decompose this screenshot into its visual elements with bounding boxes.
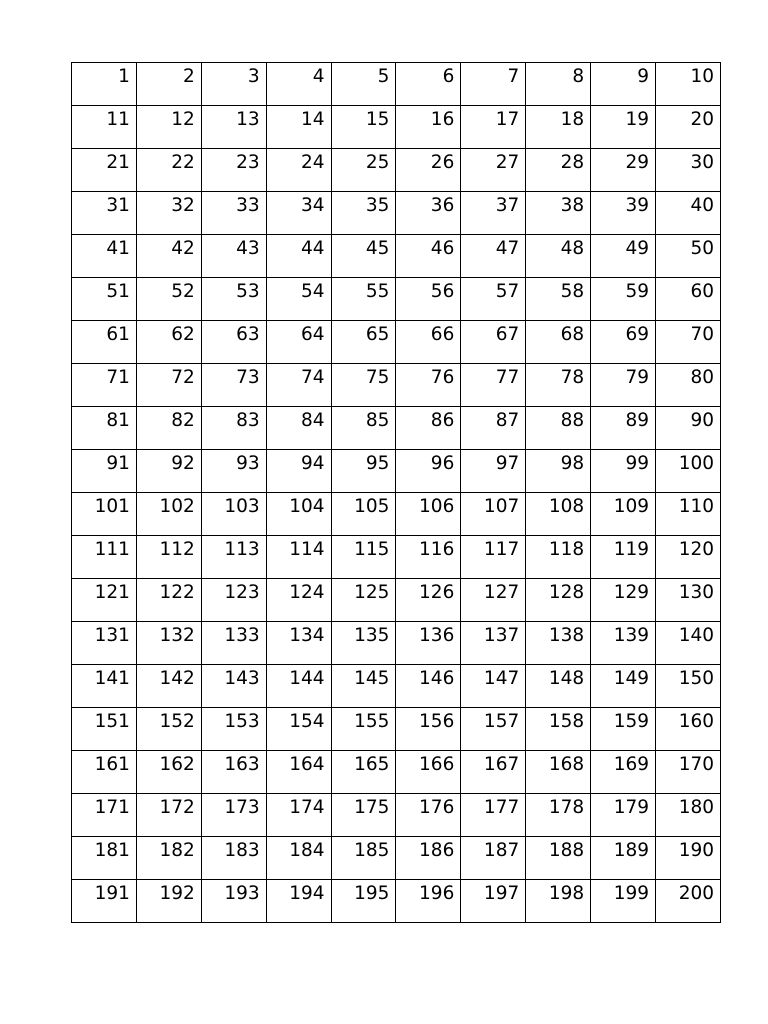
number-cell: 10 [656, 63, 721, 106]
number-cell: 81 [72, 407, 137, 450]
number-cell: 136 [396, 622, 461, 665]
table-row [72, 278, 721, 321]
number-cell: 119 [591, 536, 656, 579]
number-cell: 32 [136, 192, 201, 235]
number-cell: 86 [396, 407, 461, 450]
number-cell: 58 [526, 278, 591, 321]
table-row [72, 450, 721, 493]
number-cell: 189 [591, 837, 656, 880]
number-cell: 30 [656, 149, 721, 192]
number-cell: 154 [266, 708, 331, 751]
number-cell: 88 [526, 407, 591, 450]
number-cell: 198 [526, 880, 591, 923]
table-row [72, 708, 721, 751]
number-cell: 177 [461, 794, 526, 837]
number-cell: 145 [331, 665, 396, 708]
number-cell: 139 [591, 622, 656, 665]
number-cell: 121 [72, 579, 137, 622]
number-cell: 70 [656, 321, 721, 364]
number-cell: 158 [526, 708, 591, 751]
number-cell: 150 [656, 665, 721, 708]
number-cell: 79 [591, 364, 656, 407]
number-cell: 46 [396, 235, 461, 278]
number-cell: 72 [136, 364, 201, 407]
table-row [72, 63, 721, 106]
number-cell: 50 [656, 235, 721, 278]
table-row [72, 794, 721, 837]
number-cell: 47 [461, 235, 526, 278]
number-cell: 96 [396, 450, 461, 493]
number-cell: 2 [136, 63, 201, 106]
number-cell: 22 [136, 149, 201, 192]
number-cell: 125 [331, 579, 396, 622]
number-cell: 56 [396, 278, 461, 321]
number-cell: 161 [72, 751, 137, 794]
number-cell: 28 [526, 149, 591, 192]
number-cell: 83 [201, 407, 266, 450]
number-cell: 165 [331, 751, 396, 794]
number-cell: 65 [331, 321, 396, 364]
number-cell: 21 [72, 149, 137, 192]
number-cell: 196 [396, 880, 461, 923]
number-cell: 37 [461, 192, 526, 235]
number-cell: 132 [136, 622, 201, 665]
number-cell: 85 [331, 407, 396, 450]
number-cell: 33 [201, 192, 266, 235]
number-cell: 55 [331, 278, 396, 321]
number-cell: 102 [136, 493, 201, 536]
number-cell: 15 [331, 106, 396, 149]
number-cell: 199 [591, 880, 656, 923]
number-cell: 140 [656, 622, 721, 665]
table-row [72, 536, 721, 579]
number-cell: 16 [396, 106, 461, 149]
number-cell: 113 [201, 536, 266, 579]
number-cell: 141 [72, 665, 137, 708]
number-cell: 67 [461, 321, 526, 364]
number-cell: 200 [656, 880, 721, 923]
number-cell: 103 [201, 493, 266, 536]
number-cell: 35 [331, 192, 396, 235]
number-cell: 94 [266, 450, 331, 493]
number-cell: 90 [656, 407, 721, 450]
number-cell: 142 [136, 665, 201, 708]
number-cell: 73 [201, 364, 266, 407]
number-cell: 57 [461, 278, 526, 321]
table-row [72, 235, 721, 278]
number-cell: 134 [266, 622, 331, 665]
table-row [72, 106, 721, 149]
number-cell: 14 [266, 106, 331, 149]
number-cell: 13 [201, 106, 266, 149]
number-cell: 178 [526, 794, 591, 837]
number-cell: 164 [266, 751, 331, 794]
number-cell: 111 [72, 536, 137, 579]
number-cell: 76 [396, 364, 461, 407]
number-cell: 130 [656, 579, 721, 622]
number-cell: 31 [72, 192, 137, 235]
number-cell: 40 [656, 192, 721, 235]
number-cell: 183 [201, 837, 266, 880]
number-cell: 122 [136, 579, 201, 622]
number-cell: 11 [72, 106, 137, 149]
table-row [72, 579, 721, 622]
number-cell: 18 [526, 106, 591, 149]
table-row [72, 192, 721, 235]
number-cell: 190 [656, 837, 721, 880]
number-cell: 97 [461, 450, 526, 493]
number-cell: 54 [266, 278, 331, 321]
number-cell: 9 [591, 63, 656, 106]
number-cell: 68 [526, 321, 591, 364]
number-cell: 117 [461, 536, 526, 579]
number-cell: 44 [266, 235, 331, 278]
number-cell: 51 [72, 278, 137, 321]
number-cell: 170 [656, 751, 721, 794]
number-cell: 89 [591, 407, 656, 450]
number-cell: 120 [656, 536, 721, 579]
number-cell: 26 [396, 149, 461, 192]
table-row [72, 751, 721, 794]
number-cell: 41 [72, 235, 137, 278]
number-cell: 48 [526, 235, 591, 278]
number-cell: 194 [266, 880, 331, 923]
number-cell: 4 [266, 63, 331, 106]
number-cell: 174 [266, 794, 331, 837]
number-cell: 77 [461, 364, 526, 407]
number-cell: 188 [526, 837, 591, 880]
number-cell: 6 [396, 63, 461, 106]
table-row [72, 149, 721, 192]
number-cell: 3 [201, 63, 266, 106]
number-cell: 179 [591, 794, 656, 837]
number-cell: 162 [136, 751, 201, 794]
number-cell: 108 [526, 493, 591, 536]
table-row [72, 493, 721, 536]
number-cell: 106 [396, 493, 461, 536]
number-cell: 156 [396, 708, 461, 751]
number-cell: 128 [526, 579, 591, 622]
number-cell: 159 [591, 708, 656, 751]
number-cell: 180 [656, 794, 721, 837]
number-cell: 143 [201, 665, 266, 708]
number-chart-page [71, 62, 721, 923]
number-cell: 167 [461, 751, 526, 794]
number-cell: 63 [201, 321, 266, 364]
number-cell: 115 [331, 536, 396, 579]
number-cell: 109 [591, 493, 656, 536]
number-cell: 131 [72, 622, 137, 665]
number-cell: 20 [656, 106, 721, 149]
number-cell: 25 [331, 149, 396, 192]
number-cell: 62 [136, 321, 201, 364]
number-cell: 27 [461, 149, 526, 192]
number-cell: 186 [396, 837, 461, 880]
number-cell: 23 [201, 149, 266, 192]
number-cell: 169 [591, 751, 656, 794]
number-cell: 127 [461, 579, 526, 622]
number-cell: 80 [656, 364, 721, 407]
number-cell: 175 [331, 794, 396, 837]
number-cell: 163 [201, 751, 266, 794]
table-row [72, 407, 721, 450]
table-row [72, 622, 721, 665]
number-cell: 137 [461, 622, 526, 665]
number-cell: 192 [136, 880, 201, 923]
number-cell: 74 [266, 364, 331, 407]
number-cell: 8 [526, 63, 591, 106]
number-cell: 112 [136, 536, 201, 579]
number-cell: 155 [331, 708, 396, 751]
number-cell: 144 [266, 665, 331, 708]
number-cell: 172 [136, 794, 201, 837]
number-cell: 60 [656, 278, 721, 321]
number-cell: 135 [331, 622, 396, 665]
number-cell: 82 [136, 407, 201, 450]
number-cell: 151 [72, 708, 137, 751]
table-row [72, 665, 721, 708]
number-cell: 152 [136, 708, 201, 751]
number-cell: 75 [331, 364, 396, 407]
number-cell: 126 [396, 579, 461, 622]
number-cell: 146 [396, 665, 461, 708]
number-cell: 29 [591, 149, 656, 192]
table-row [72, 880, 721, 923]
number-cell: 110 [656, 493, 721, 536]
table-row [72, 364, 721, 407]
number-cell: 195 [331, 880, 396, 923]
number-cell: 104 [266, 493, 331, 536]
number-cell: 64 [266, 321, 331, 364]
number-cell: 157 [461, 708, 526, 751]
number-cell: 78 [526, 364, 591, 407]
number-cell: 39 [591, 192, 656, 235]
number-cell: 93 [201, 450, 266, 493]
number-cell: 116 [396, 536, 461, 579]
number-cell: 123 [201, 579, 266, 622]
number-cell: 148 [526, 665, 591, 708]
number-cell: 66 [396, 321, 461, 364]
number-cell: 182 [136, 837, 201, 880]
table-row [72, 321, 721, 364]
number-cell: 7 [461, 63, 526, 106]
number-cell: 49 [591, 235, 656, 278]
number-cell: 84 [266, 407, 331, 450]
number-cell: 166 [396, 751, 461, 794]
number-cell: 19 [591, 106, 656, 149]
number-cell: 171 [72, 794, 137, 837]
number-cell: 61 [72, 321, 137, 364]
number-cell: 53 [201, 278, 266, 321]
number-cell: 124 [266, 579, 331, 622]
number-cell: 98 [526, 450, 591, 493]
number-grid-body [72, 63, 721, 923]
number-cell: 69 [591, 321, 656, 364]
number-cell: 17 [461, 106, 526, 149]
number-cell: 95 [331, 450, 396, 493]
number-cell: 149 [591, 665, 656, 708]
number-cell: 12 [136, 106, 201, 149]
number-cell: 147 [461, 665, 526, 708]
number-cell: 87 [461, 407, 526, 450]
number-cell: 71 [72, 364, 137, 407]
number-cell: 129 [591, 579, 656, 622]
number-cell: 92 [136, 450, 201, 493]
number-cell: 43 [201, 235, 266, 278]
number-cell: 160 [656, 708, 721, 751]
number-cell: 45 [331, 235, 396, 278]
number-cell: 173 [201, 794, 266, 837]
number-cell: 99 [591, 450, 656, 493]
number-cell: 153 [201, 708, 266, 751]
number-cell: 38 [526, 192, 591, 235]
number-cell: 114 [266, 536, 331, 579]
number-cell: 191 [72, 880, 137, 923]
number-cell: 185 [331, 837, 396, 880]
number-cell: 36 [396, 192, 461, 235]
number-cell: 42 [136, 235, 201, 278]
number-cell: 52 [136, 278, 201, 321]
number-cell: 193 [201, 880, 266, 923]
number-cell: 176 [396, 794, 461, 837]
number-cell: 118 [526, 536, 591, 579]
number-cell: 133 [201, 622, 266, 665]
number-cell: 184 [266, 837, 331, 880]
number-cell: 100 [656, 450, 721, 493]
number-cell: 168 [526, 751, 591, 794]
number-cell: 24 [266, 149, 331, 192]
number-cell: 187 [461, 837, 526, 880]
number-cell: 107 [461, 493, 526, 536]
number-cell: 1 [72, 63, 137, 106]
number-cell: 105 [331, 493, 396, 536]
number-cell: 197 [461, 880, 526, 923]
number-grid-table [71, 62, 721, 923]
number-cell: 91 [72, 450, 137, 493]
table-row [72, 837, 721, 880]
number-cell: 138 [526, 622, 591, 665]
number-cell: 34 [266, 192, 331, 235]
number-cell: 59 [591, 278, 656, 321]
number-cell: 5 [331, 63, 396, 106]
number-cell: 181 [72, 837, 137, 880]
number-cell: 101 [72, 493, 137, 536]
